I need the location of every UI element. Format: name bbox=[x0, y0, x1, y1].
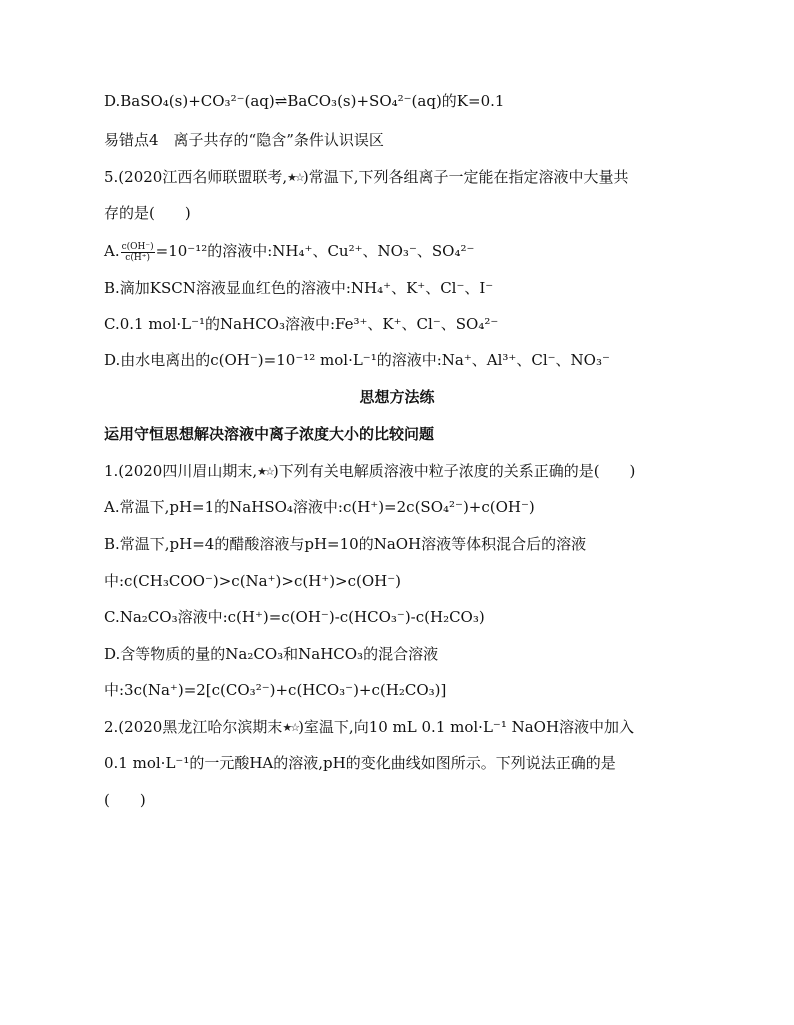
option-a-text: =10⁻¹²的溶液中:NH₄⁺、Cu²⁺、NO₃⁻、SO₄²⁻ bbox=[155, 242, 475, 260]
option-a-ratio bbox=[104, 240, 474, 262]
question-2-answer-blank: ( ) bbox=[104, 791, 146, 809]
option-a-label: A. bbox=[104, 242, 120, 260]
option-d-baso4: D.BaSO₄(s)+CO₃²⁻(aq)⇌BaCO₃(s)+SO₄²⁻(aq)的K=0.1 bbox=[104, 92, 505, 110]
option-c-nahco3: C.0.1 mol·L⁻¹的NaHCO₃溶液中:Fe³⁺、K⁺、Cl⁻、SO₄²⁻ bbox=[104, 315, 499, 333]
option-b-kscn: B.滴加KSCN溶液显血红色的溶液中:NH₄⁺、K⁺、Cl⁻、I⁻ bbox=[104, 279, 494, 297]
question-1-source: 1.(2020四川眉山期末, bbox=[104, 462, 258, 480]
question-5-stem-cont: 存的是( ) bbox=[104, 204, 191, 222]
question-2-stem-cont: 0.1 mol·L⁻¹的一元酸HA的溶液,pH的变化曲线如图所示。下列说法正确的是 bbox=[104, 754, 616, 772]
subsection-title-conservation: 运用守恒思想解决溶液中离子浓度大小的比较问题 bbox=[104, 425, 435, 443]
question-2-stem bbox=[104, 716, 634, 738]
option-d-water-ionization: D.由水电离出的c(OH⁻)=10⁻¹² mol·L⁻¹的溶液中:Na⁺、Al³⁺、Cl⁻、NO₃⁻ bbox=[104, 351, 610, 369]
difficulty-star-icon: ★☆ bbox=[282, 721, 299, 734]
q1-option-c: C.Na₂CO₃溶液中:c(H⁺)=c(OH⁻)-c(HCO₃⁻)-c(H₂CO₃) bbox=[104, 608, 485, 626]
section-heading-pitfall-4: 易错点4 离子共存的“隐含”条件认识误区 bbox=[104, 131, 384, 149]
difficulty-star-icon: ★☆ bbox=[287, 171, 303, 184]
fraction-numerator: c(OH⁻) bbox=[121, 241, 154, 252]
difficulty-star-icon: ★☆ bbox=[257, 465, 273, 478]
question-5-source: 5.(2020江西名师联盟联考, bbox=[104, 168, 288, 186]
question-1-text: )下列有关电解质溶液中粒子浓度的关系正确的是( ) bbox=[272, 462, 636, 480]
ratio-fraction bbox=[121, 242, 155, 263]
fraction-denominator: c(H⁺) bbox=[125, 252, 150, 263]
q1-option-b: B.常温下,pH=4的醋酸溶液与pH=10的NaOH溶液等体积混合后的溶液 bbox=[104, 535, 587, 553]
question-2-source: 2.(2020黑龙江哈尔滨期末 bbox=[104, 718, 283, 736]
q1-option-d: D.含等物质的量的Na₂CO₃和NaHCO₃的混合溶液 bbox=[104, 645, 439, 663]
question-2-text: )室温下,向10 mL 0.1 mol·L⁻¹ NaOH溶液中加入 bbox=[298, 718, 635, 736]
section-title-methods: 思想方法练 bbox=[359, 388, 435, 406]
question-5-text: )常温下,下列各组离子一定能在指定溶液中大量共 bbox=[302, 168, 629, 186]
q1-option-d-cont: 中:3c(Na⁺)=2[c(CO₃²⁻)+c(HCO₃⁻)+c(H₂CO₃)] bbox=[104, 681, 447, 699]
question-1-stem bbox=[104, 460, 635, 482]
question-5-stem bbox=[104, 166, 628, 188]
q1-option-b-cont: 中:c(CH₃COO⁻)>c(Na⁺)>c(H⁺)>c(OH⁻) bbox=[104, 572, 402, 590]
q1-option-a: A.常温下,pH=1的NaHSO₄溶液中:c(H⁺)=2c(SO₄²⁻)+c(OH⁻) bbox=[104, 498, 535, 516]
